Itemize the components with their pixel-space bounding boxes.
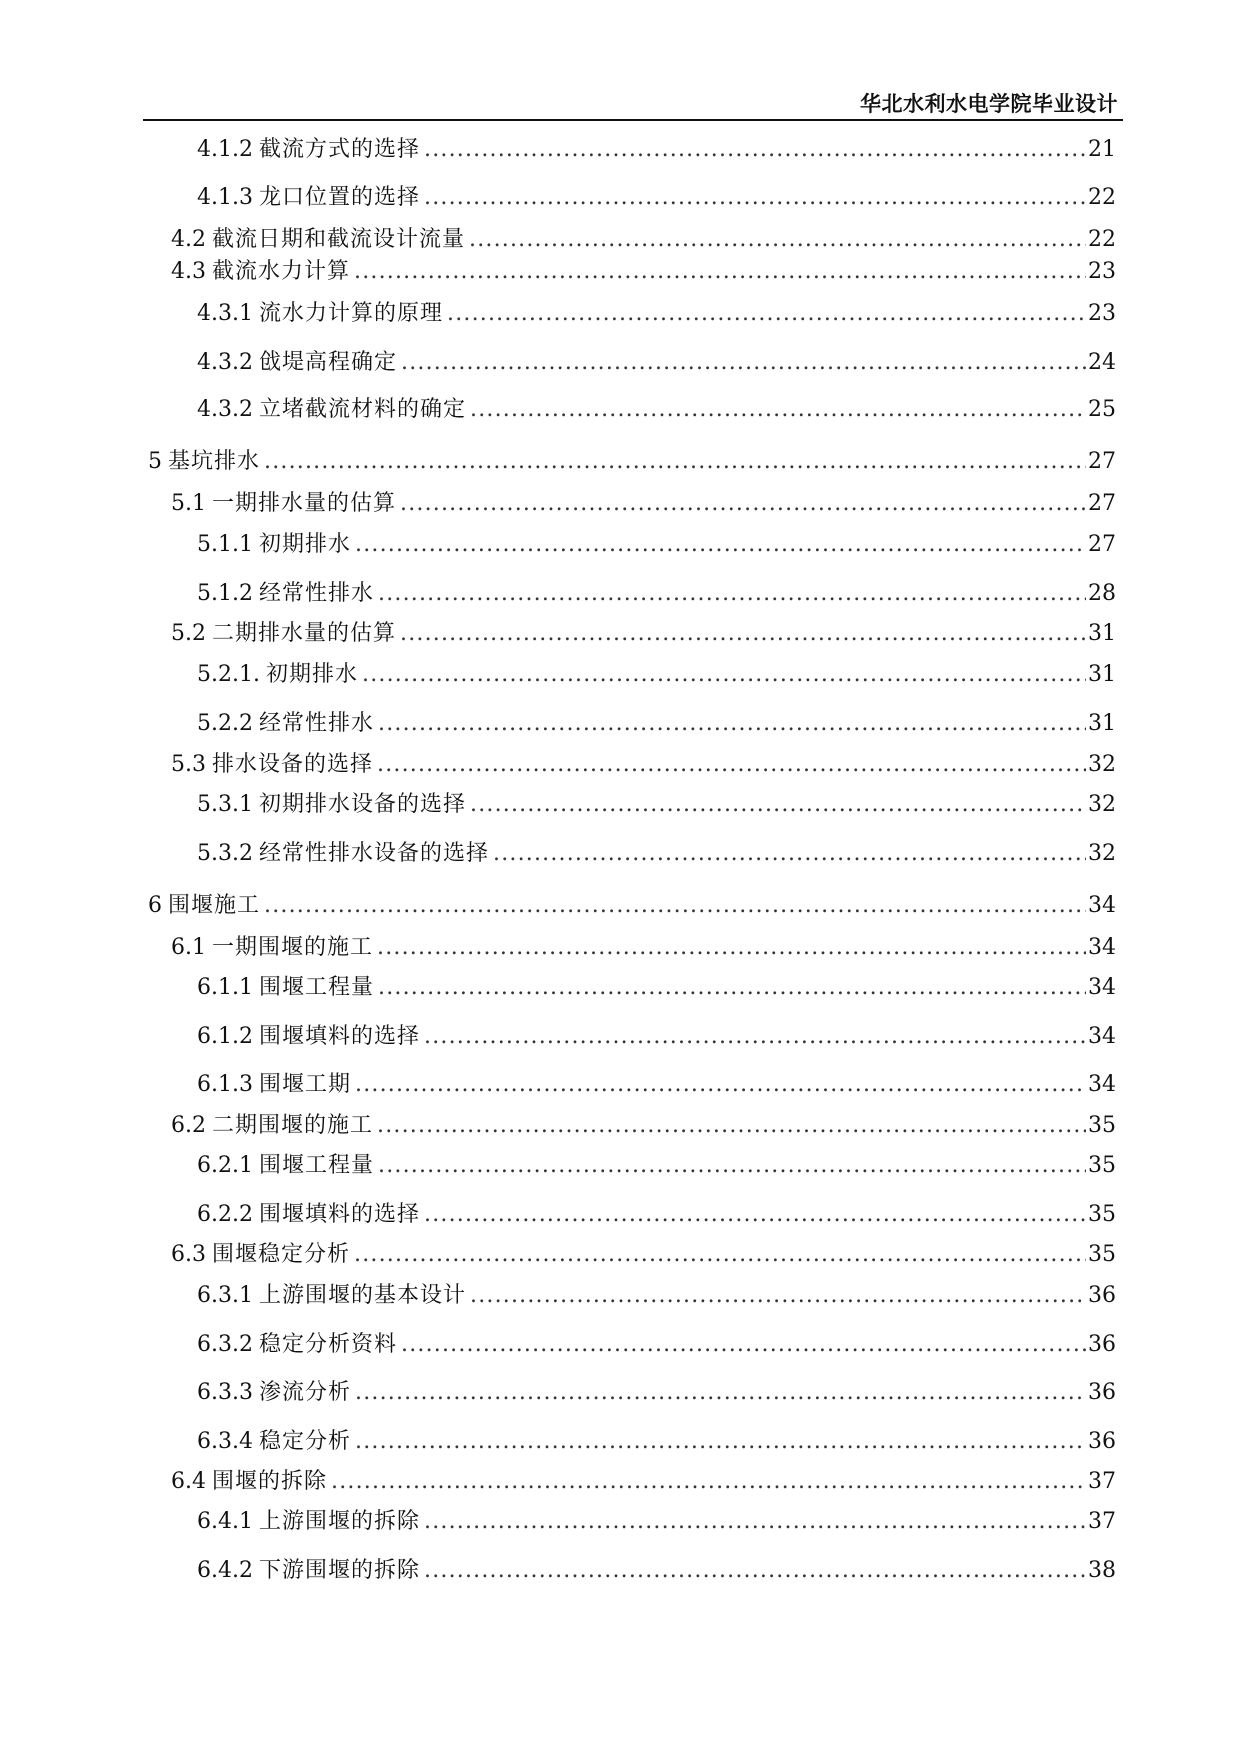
toc-entry-page: 27 [1088, 532, 1116, 557]
toc-entry-number: 5.1.2 [197, 581, 253, 606]
toc-entry-number: 6.2 [171, 1113, 206, 1138]
toc-entry[interactable] [197, 1200, 1116, 1230]
toc-entry-page: 23 [1088, 259, 1116, 284]
toc-entry-number: 5.1.1 [197, 532, 253, 557]
toc-entry-number: 6.4.2 [197, 1558, 253, 1583]
toc-entry-title: 经常性排水设备的选择 [258, 841, 489, 866]
toc-entry-page: 34 [1088, 935, 1116, 960]
toc-entry-number: 5 [148, 449, 162, 474]
toc-entry-number: 4.3.1 [197, 301, 253, 326]
toc-entry-page: 35 [1088, 1153, 1116, 1178]
toc-entry-number: 5.1 [171, 491, 206, 516]
toc-entry-number: 5.2 [171, 621, 206, 646]
toc-entry-title: 渗流分析 [258, 1380, 351, 1405]
toc-entry-title: 经常性排水 [258, 711, 374, 736]
dot-leader [264, 447, 1086, 477]
toc-entry-page: 23 [1088, 301, 1116, 326]
toc-entry-number: 6.4 [171, 1469, 206, 1494]
toc-entry[interactable] [197, 183, 1116, 213]
toc-entry-number: 5.3.1 [197, 792, 253, 817]
toc-entry-page: 34 [1088, 893, 1116, 918]
toc-entry-title: 经常性排水 [258, 581, 374, 606]
toc-entry[interactable] [197, 135, 1116, 165]
toc-entry-title: 龙口位置的选择 [258, 185, 420, 210]
toc-entry[interactable] [197, 1330, 1116, 1360]
toc-entry[interactable] [171, 619, 1116, 649]
dot-leader [377, 750, 1086, 780]
toc-entry[interactable] [197, 348, 1116, 378]
dot-leader [331, 1467, 1086, 1497]
toc-entry-page: 32 [1088, 841, 1116, 866]
toc-entry-page: 31 [1088, 662, 1116, 687]
dot-leader [378, 1151, 1086, 1181]
toc-entry-page: 31 [1088, 621, 1116, 646]
toc-entry-title: 围堰工程量 [258, 975, 374, 1000]
toc-entry-number: 4.3.2 [197, 350, 253, 375]
toc-entry-title: 一期排水量的估算 [212, 491, 397, 516]
dot-leader [470, 395, 1086, 425]
dot-leader [424, 1200, 1086, 1230]
toc-entry[interactable] [171, 1240, 1116, 1270]
toc-entry-page: 25 [1088, 397, 1116, 422]
dot-leader [400, 619, 1086, 649]
toc-entry-title: 围堰工期 [258, 1072, 351, 1097]
toc-entry-number: 4.1.2 [197, 137, 253, 162]
dot-leader [493, 839, 1086, 869]
toc-entry-number: 6.3.1 [197, 1283, 253, 1308]
toc-entry-page: 27 [1088, 449, 1116, 474]
toc-entry-title: 下游围堰的拆除 [258, 1558, 420, 1583]
dot-leader [362, 660, 1086, 690]
toc-entry[interactable] [197, 1427, 1116, 1457]
toc-entry[interactable] [197, 709, 1116, 739]
toc-entry[interactable] [171, 1111, 1116, 1141]
toc-entry-title: 围堰的拆除 [212, 1469, 328, 1494]
dot-leader [354, 1240, 1086, 1270]
toc-entry-number: 4.3 [171, 259, 206, 284]
toc-entry-number: 4.1.3 [197, 185, 253, 210]
dot-leader [470, 1281, 1086, 1311]
toc-entry-page: 36 [1088, 1332, 1116, 1357]
dot-leader [378, 709, 1086, 739]
dot-leader [424, 183, 1086, 213]
toc-entry-page: 32 [1088, 752, 1116, 777]
toc-entry-page: 36 [1088, 1283, 1116, 1308]
toc-entry-number: 6.1.2 [197, 1024, 253, 1049]
toc-entry-page: 35 [1088, 1202, 1116, 1227]
toc-entry-title: 初期排水 [258, 532, 351, 557]
toc-entry[interactable] [171, 489, 1116, 519]
toc-entry-number: 4.2 [171, 227, 206, 252]
toc-entry-title: 截流水力计算 [212, 259, 351, 284]
toc-entry-number: 6.3.4 [197, 1429, 253, 1454]
dot-leader [355, 1070, 1086, 1100]
toc-entry-title: 截流日期和截流设计流量 [212, 227, 466, 252]
toc-entry[interactable] [148, 447, 1116, 477]
toc-entry-title: 一期围堰的施工 [212, 935, 374, 960]
dot-leader [355, 530, 1086, 560]
toc-entry-number: 5.3.2 [197, 841, 253, 866]
toc-entry[interactable] [197, 395, 1116, 425]
toc-entry-title: 基坑排水 [168, 449, 261, 474]
dot-leader [424, 1022, 1086, 1052]
dot-leader [401, 348, 1086, 378]
toc-entry[interactable] [197, 1151, 1116, 1181]
toc-entry-page: 36 [1088, 1429, 1116, 1454]
toc-entry-title: 上游围堰的基本设计 [258, 1283, 466, 1308]
toc-entry[interactable] [197, 790, 1116, 820]
dot-leader [377, 1111, 1086, 1141]
toc-entry-page: 36 [1088, 1380, 1116, 1405]
toc-entry[interactable] [197, 973, 1116, 1003]
toc-entry-title: 初期排水设备的选择 [258, 792, 466, 817]
dot-leader [470, 790, 1086, 820]
toc-entry-number: 6.3.3 [197, 1380, 253, 1405]
toc-entry-number: 4.3.2 [197, 397, 253, 422]
toc-entry-page: 34 [1088, 1024, 1116, 1049]
toc-entry-page: 35 [1088, 1113, 1116, 1138]
dot-leader [424, 1556, 1086, 1586]
toc-entry[interactable] [171, 933, 1116, 963]
toc-entry[interactable] [197, 579, 1116, 609]
toc-entry-title: 上游围堰的拆除 [258, 1509, 420, 1534]
dot-leader [377, 933, 1086, 963]
toc-entry-number: 6.2.2 [197, 1202, 253, 1227]
toc-entry-title: 排水设备的选择 [212, 752, 374, 777]
toc-entry-title: 围堰工程量 [258, 1153, 374, 1178]
toc-entry-number: 6.3 [171, 1242, 206, 1267]
dot-leader [401, 1330, 1086, 1360]
toc-entry-page: 28 [1088, 581, 1116, 606]
toc-entry[interactable] [197, 1281, 1116, 1311]
toc-entry-page: 21 [1088, 137, 1116, 162]
toc-entry-page: 22 [1088, 227, 1116, 252]
toc-entry-title: 流水力计算的原理 [258, 301, 443, 326]
toc-entry-page: 27 [1088, 491, 1116, 516]
toc-entry[interactable] [171, 225, 1116, 255]
toc-entry-page: 37 [1088, 1509, 1116, 1534]
toc-entry-title: 围堰填料的选择 [258, 1024, 420, 1049]
dot-leader [400, 489, 1086, 519]
toc-entry-title: 稳定分析资料 [258, 1332, 397, 1357]
dot-leader [378, 973, 1086, 1003]
dot-leader [424, 1507, 1086, 1537]
dot-leader [447, 299, 1086, 329]
header-title: 华北水利水电学院毕业设计 [860, 92, 1118, 116]
toc-entry-page: 24 [1088, 350, 1116, 375]
dot-leader [378, 579, 1086, 609]
toc-entry-number: 5.2.2 [197, 711, 253, 736]
dot-leader [355, 1378, 1086, 1408]
toc-entry-title: 截流方式的选择 [258, 137, 420, 162]
toc-entry-title: 二期排水量的估算 [212, 621, 397, 646]
toc-entry-page: 35 [1088, 1242, 1116, 1267]
toc-entry-title: 立堵截流材料的确定 [258, 397, 466, 422]
toc-entry-title: 围堰填料的选择 [258, 1202, 420, 1227]
toc-entry[interactable] [171, 257, 1116, 287]
toc-entry-number: 6.3.2 [197, 1332, 253, 1357]
toc-entry-title: 初期排水 [265, 662, 358, 687]
toc-entry-page: 37 [1088, 1469, 1116, 1494]
toc-entry-number: 6.1.1 [197, 975, 253, 1000]
toc-entry[interactable] [197, 299, 1116, 329]
toc-entry-title: 围堰施工 [168, 893, 261, 918]
toc-entry[interactable] [197, 1022, 1116, 1052]
toc-entry-page: 32 [1088, 792, 1116, 817]
toc-entry-page: 34 [1088, 1072, 1116, 1097]
toc-entry-page: 38 [1088, 1558, 1116, 1583]
toc-entry[interactable] [197, 1378, 1116, 1408]
toc-entry-number: 6 [148, 893, 162, 918]
toc-entry-number: 6.2.1 [197, 1153, 253, 1178]
toc-entry-title: 戗堤高程确定 [258, 350, 397, 375]
toc-entry-page: 31 [1088, 711, 1116, 736]
toc-entry-title: 稳定分析 [258, 1429, 351, 1454]
dot-leader [354, 257, 1086, 287]
dot-leader [424, 135, 1086, 165]
toc-entry-title: 围堰稳定分析 [212, 1242, 351, 1267]
toc-entry-number: 6.4.1 [197, 1509, 253, 1534]
dot-leader [264, 891, 1086, 921]
toc-entry-number: 5.3 [171, 752, 206, 777]
dot-leader [355, 1427, 1086, 1457]
dot-leader [469, 225, 1086, 255]
toc-entry[interactable] [197, 660, 1116, 690]
toc-entry[interactable] [171, 1467, 1116, 1497]
toc-entry-number: 5.2.1. [197, 662, 260, 687]
toc-entry-page: 22 [1088, 185, 1116, 210]
toc-entry-page: 34 [1088, 975, 1116, 1000]
toc-entry-title: 二期围堰的施工 [212, 1113, 374, 1138]
toc-entry[interactable] [171, 750, 1116, 780]
toc-entry-number: 6.1.3 [197, 1072, 253, 1097]
toc-entry[interactable] [148, 891, 1116, 921]
toc-entry[interactable] [197, 839, 1116, 869]
toc-entry-number: 6.1 [171, 935, 206, 960]
toc-entry[interactable] [197, 1556, 1116, 1586]
toc-entry[interactable] [197, 530, 1116, 560]
toc-entry[interactable] [197, 1070, 1116, 1100]
toc-entry[interactable] [197, 1507, 1116, 1537]
